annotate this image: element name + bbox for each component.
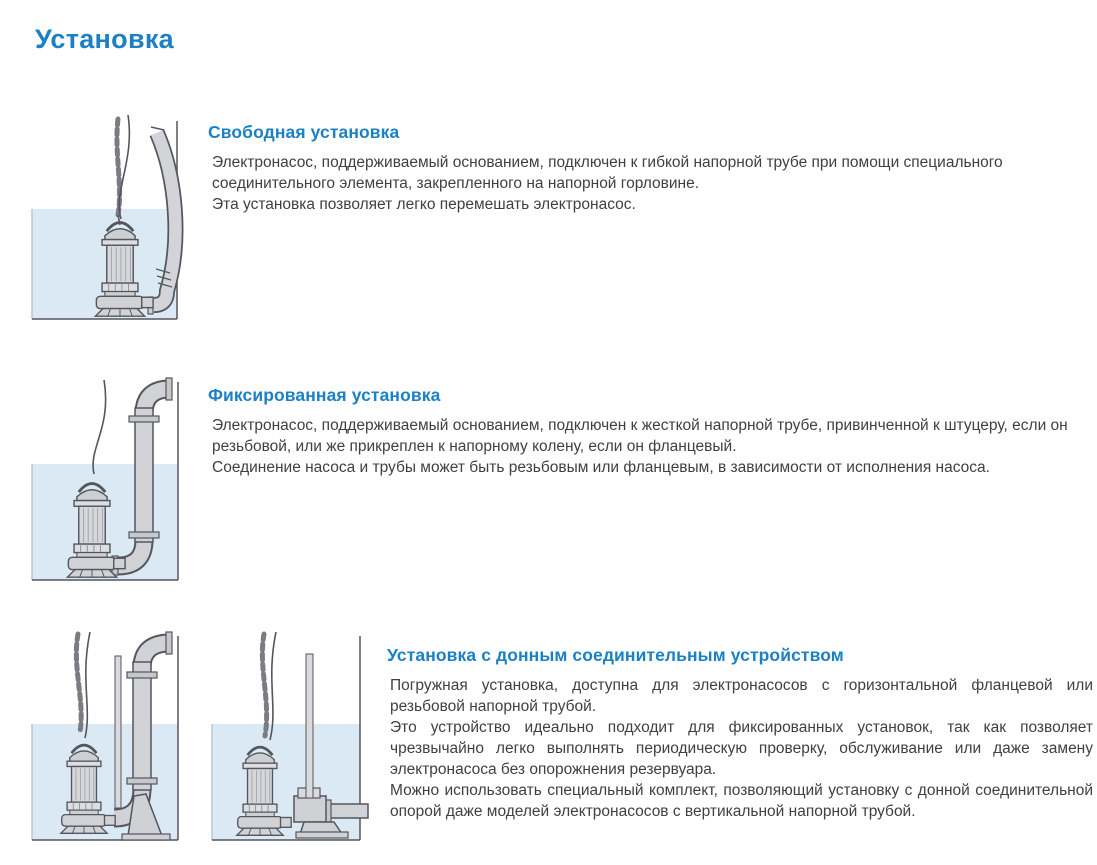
free-installation-illustration: [30, 113, 186, 328]
section-fixed-installation: [208, 385, 1094, 478]
section-heading: Фиксированная установка: [208, 385, 441, 405]
chain-icon: [262, 634, 266, 736]
paragraph: Электронасос, поддерживаемый основанием, подключен к жесткой напорной трубе, привинченной к штуцеру, если он резьбовой, или же прикреплен к напорному колену, если он фланцевый.: [212, 417, 1068, 455]
power-cable-icon: [93, 380, 106, 474]
bottom-coupling-vertical-illustration: [30, 628, 190, 848]
pipe-flange: [127, 672, 157, 678]
paragraph: Можно использовать специальный комплект, позволяющий установку с донной соединительной опорой даже моделей электронасосов с вертикальной напорной трубой.: [390, 782, 1093, 820]
horizontal-pipe-icon: [324, 800, 368, 822]
pipe-flange: [129, 416, 159, 422]
bottom-coupling-horizontal-illustration: [210, 628, 370, 848]
paragraph: Соединение насоса и трубы может быть резьбовым или фланцевым, в зависимости от исполнения насоса.: [212, 459, 990, 476]
pipe-flange: [129, 532, 159, 538]
section-heading: Свободная установка: [208, 122, 400, 142]
section-body: [212, 415, 1094, 478]
fixed-installation-illustration: [30, 376, 190, 588]
paragraph: Это устройство идеально подходит для фиксированных установок, так как позволяет чрезвычайно легко выполнять периодическую проверку, обслуживание или даже замену электронасоса без опорожнения резервуара.: [390, 719, 1093, 778]
wall-flange: [166, 632, 172, 654]
power-cable-icon: [270, 632, 276, 740]
paragraph: Электронасос, поддерживаемый основанием, подключен к гибкой напорной трубе при помощи специального соединительного элемента, закрепленного на напорной горловине.: [212, 154, 1003, 192]
section-body: [390, 675, 1093, 822]
guide-rod-icon: [306, 654, 313, 798]
wall-flange: [166, 378, 172, 400]
paragraph: Погружная установка, доступна для электронасосов с горизонтальной фланцевой или резьбовой напорной трубой.: [390, 677, 1093, 715]
pipe-flange: [127, 778, 157, 784]
chain-icon: [76, 634, 81, 732]
section-heading: Установка с донным соединительным устройством: [387, 645, 844, 665]
page-title: Установка: [35, 24, 174, 54]
guide-rail-icon: [115, 656, 121, 808]
paragraph: Эта установка позволяет легко перемешать электронасос.: [212, 196, 636, 213]
power-cable-icon: [85, 632, 90, 738]
section-body: [212, 152, 1084, 215]
section-bottom-coupling: [387, 645, 1093, 822]
section-free-installation: [208, 122, 1084, 215]
